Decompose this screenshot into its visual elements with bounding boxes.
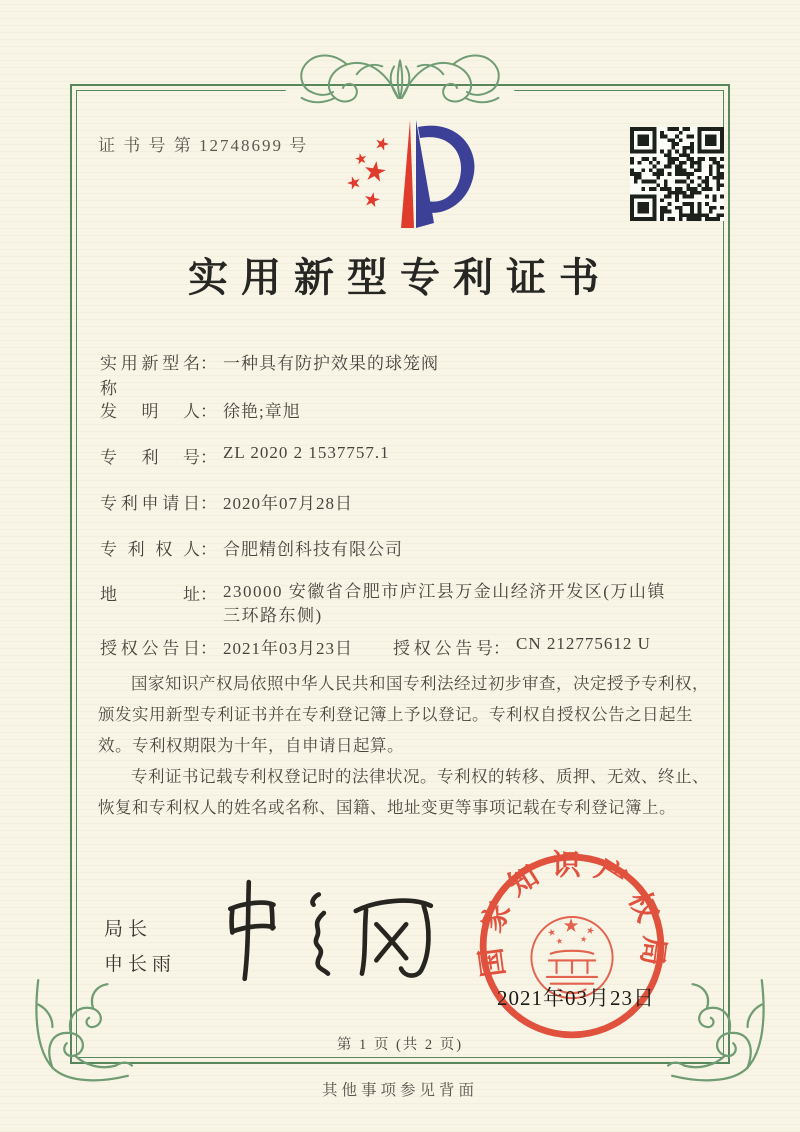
seal-arc-text: 国家知识产权局 bbox=[473, 849, 671, 979]
cnipa-logo-icon bbox=[344, 114, 486, 236]
legal-text-block bbox=[98, 668, 710, 823]
field-colon: ： bbox=[200, 448, 217, 467]
field-colon: ： bbox=[493, 639, 510, 658]
field-row-utility-model-name bbox=[100, 349, 710, 399]
field-label: 发明人 bbox=[100, 402, 200, 421]
official-seal bbox=[458, 832, 686, 1060]
field-colon: ： bbox=[200, 639, 217, 658]
field-value: 一种具有防护效果的球笼阀 bbox=[223, 354, 439, 373]
field-row-patent-number bbox=[100, 443, 710, 468]
field-row-filing-date bbox=[100, 489, 710, 514]
certificate-title: 实用新型专利证书 bbox=[188, 255, 612, 300]
legal-paragraph-1: 国家知识产权局依照中华人民共和国专利法经过初步审查，决定授予专利权，颁发实用新型专利证书并在专利登记簿上予以登记。专利权自授权公告之日起生效。专利权期限为十年，自申请日起算。 bbox=[98, 674, 709, 755]
commissioner-handwritten-signature bbox=[212, 878, 444, 986]
legal-paragraph-2: 专利证书记载专利权登记时的法律状况。专利权的转移、质押、无效、终止、恢复和专利权人的姓名或名称、国籍、地址变更等事项记载在专利登记簿上。 bbox=[98, 767, 709, 817]
field-colon: ： bbox=[200, 354, 217, 373]
certificate-number: 证 书 号 第 12748699 号 bbox=[98, 136, 309, 155]
grant-date-value: 2021年03月23日 bbox=[223, 639, 353, 658]
field-label: 专利申请日 bbox=[100, 494, 200, 513]
field-label: 专利号 bbox=[100, 448, 200, 467]
field-value: 徐艳;章旭 bbox=[223, 402, 301, 421]
field-label: 实用新型名称 bbox=[100, 354, 200, 398]
bottom-left-flourish-ornament-icon bbox=[26, 974, 138, 1086]
field-value: 合肥精创科技有限公司 bbox=[223, 540, 403, 559]
grant-number-group bbox=[393, 634, 651, 659]
grant-number-value: CN 212775612 U bbox=[516, 634, 651, 653]
page-number-info: 第 1 页 (共 2 页) bbox=[336, 1037, 464, 1053]
field-value: 2020年07月28日 bbox=[223, 494, 353, 513]
seal-date: 2021年03月23日 bbox=[497, 986, 655, 1010]
field-colon: ： bbox=[200, 402, 217, 421]
qr-code bbox=[630, 127, 724, 221]
field-value: 230000 安徽省合肥市庐江县万金山经济开发区(万山镇三环路东侧) bbox=[223, 582, 666, 625]
field-colon: ： bbox=[200, 494, 217, 513]
back-side-note: 其他事项参见背面 bbox=[321, 1082, 478, 1099]
field-colon: ： bbox=[200, 585, 217, 604]
commissioner-name: 申长雨 bbox=[104, 954, 177, 975]
grant-date-label: 授权公告日 bbox=[100, 639, 200, 658]
field-row-patentee bbox=[100, 535, 710, 560]
grant-number-label: 授权公告号 bbox=[393, 639, 493, 658]
field-colon: ： bbox=[200, 540, 217, 559]
field-label: 地址 bbox=[100, 585, 200, 604]
grant-date-group bbox=[100, 634, 353, 659]
field-row-inventor bbox=[100, 397, 710, 422]
field-row-address bbox=[100, 580, 710, 628]
commissioner-title: 局长 bbox=[104, 919, 153, 940]
field-value: ZL 2020 2 1537757.1 bbox=[223, 443, 390, 462]
svg-text:国家知识产权局 bbox=[474, 849, 671, 978]
field-label: 专利权人 bbox=[100, 540, 200, 559]
